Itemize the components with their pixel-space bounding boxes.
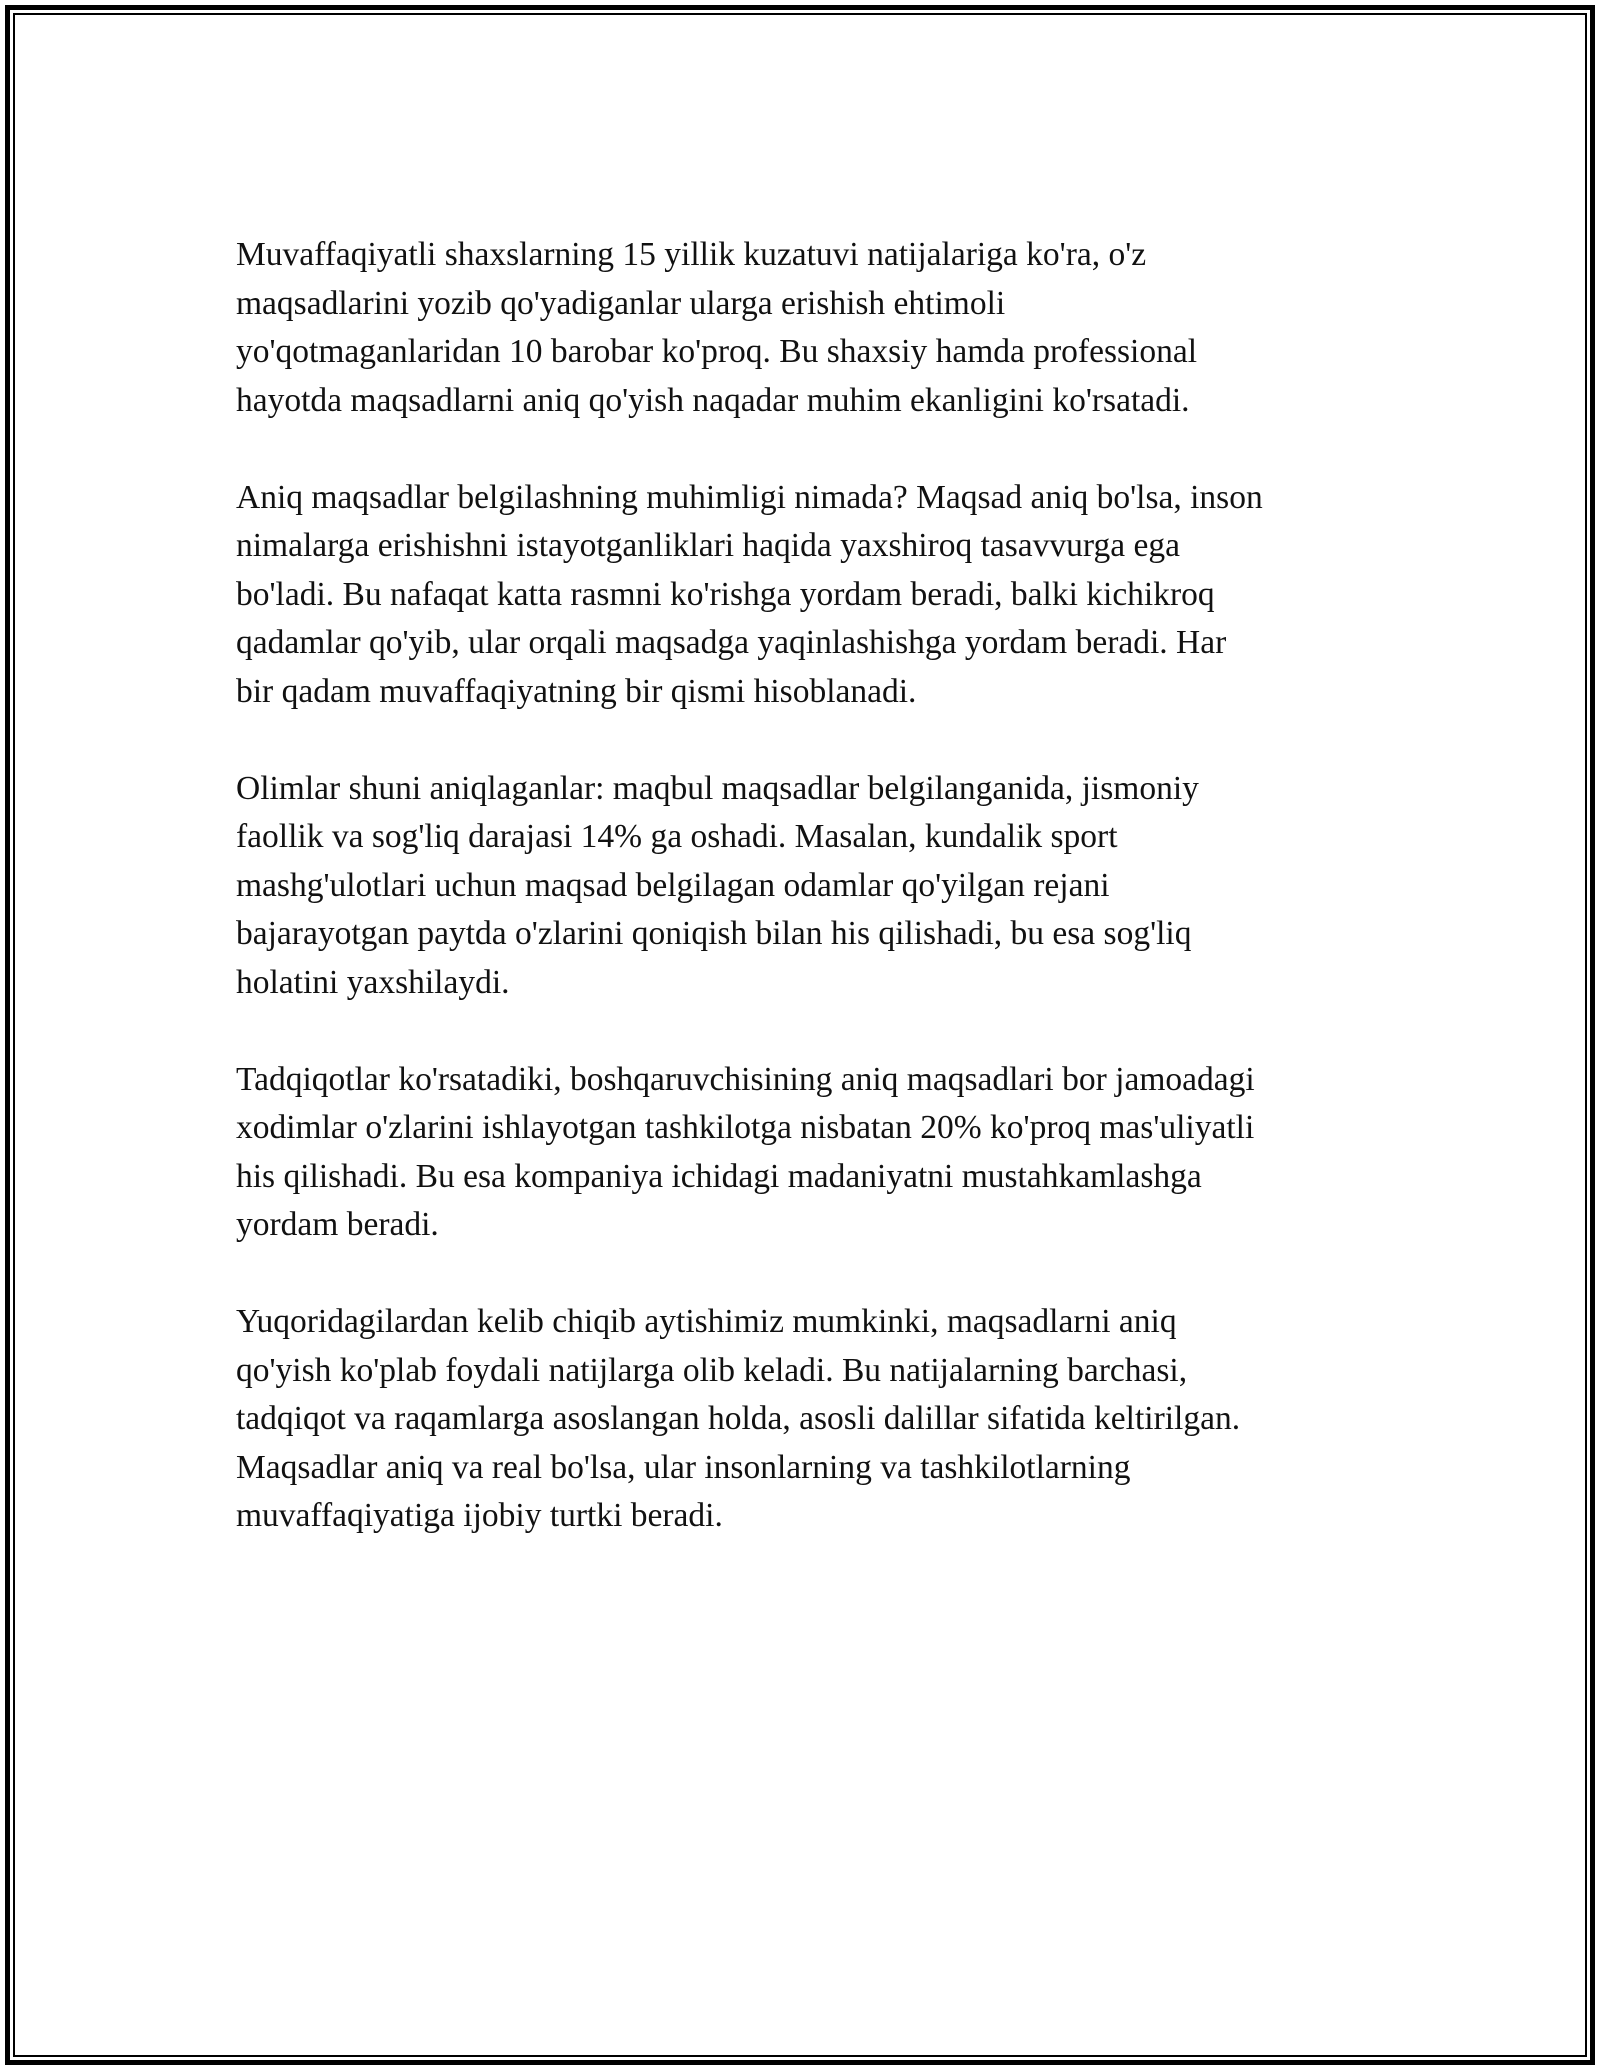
paragraph-2: Aniq maqsadlar belgilashning muhimligi nimada? Maqsad aniq bo'lsa, inson nimalarga erishishni istayotganliklari haqida yaxshiroq tasavvurga ega bo'ladi. Bu nafaqat katta rasmni ko'rishga yordam beradi, balki kichikroq qadamlar qo'yib, ular orqali maqsadga yaqinlashishga yordam beradi. Har bir qadam muvaffaqiyatning bir qismi hisoblanadi. [236,478,1263,710]
document-body [236,231,1376,1589]
paragraph-5: Yuqoridagilardan kelib chiqib aytishimiz mumkinki, maqsadlarni aniq qo'yish ko'plab foydali natijlarga olib keladi. Bu natijalarning barchasi, tadqiqot va raqamlarga asoslangan holda, asosli dalillar sifatida keltirilgan. Maqsadlar aniq va real bo'lsa, ular insonlarning va tashkilotlarning muvaffaqiyatiga ijobiy turtki beradi. [236,1303,1241,1534]
paragraph-1: Muvaffaqiyatli shaxslarning 15 yillik kuzatuvi natijalariga ko'ra, o'z maqsadlarini yozib qo'yadiganlar ularga erishish ehtimoli yo'qotmaganlaridan 10 barobar ko'proq. Bu shaxsiy hamda professional hayotda maqsadlarni aniq qo'yish naqadar muhim ekanligini ko'rsatadi. [236,236,1198,419]
paragraph-3: Olimlar shuni aniqlaganlar: maqbul maqsadlar belgilanganida, jismoniy faollik va sog'liq darajasi 14% ga oshadi. Masalan, kundalik sport mashg'ulotlari uchun maqsad belgilagan odamlar qo'yilgan rejani bajarayotgan paytda o'zlarini qoniqish bilan his qilishadi, bu esa sog'liq holatini yaxshilaydi. [236,769,1199,1001]
paragraph-4: Tadqiqotlar ko'rsatadiki, boshqaruvchisining aniq maqsadlari bor jamoadagi xodimlar o'zlarini ishlayotgan tashkilotga nisbatan 20% ko'proq mas'uliyatli his qilishadi. Bu esa kompaniya ichidagi madaniyatni mustahkamlashga yordam beradi. [236,1060,1255,1243]
